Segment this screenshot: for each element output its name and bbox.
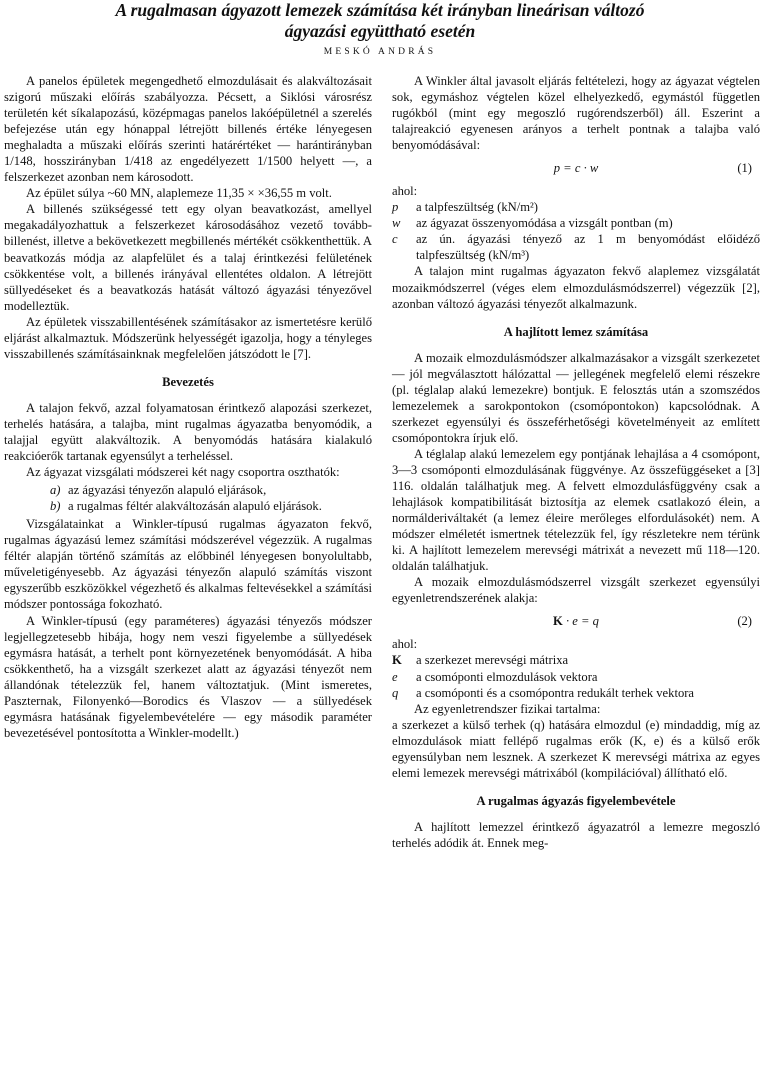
list-text: a rugalmas féltér alakváltozásán alapuló eljárások. (68, 499, 322, 514)
paragraph: A talajon fekvő, azzal folyamatosan érintkező alapozási szerkezet, terhelés hatására, a talajba, mint rugalmas ágyazatba benyomódik, a talajjal együtt alakváltozik. A benyomódás hatására kialakuló reakcióerők tartanak egyensúlyt a terheléssel. (4, 400, 372, 464)
symbol: p (392, 200, 399, 215)
paragraph: A Winkler által javasolt eljárás feltételezi, hogy az ágyazat végtelen sok, egymáshoz végtelen közel elhelyezkedő, egymástól független rugókból (mint egy megoszló rugórendszerből) áll. Eszerint a talajreakció egyenesen arányos a terhelt pontnak a talajba való benyomódásával: (392, 74, 760, 153)
symbol: q (392, 685, 399, 700)
paragraph: A billenés szükségessé tett egy olyan beavatkozást, amellyel megakadályozhattuk a felszerkezet károsodásához vezető tovább-billenést, illetve a bekövetkezett megbillenés mértékét csökkenthettük. A beavatkozás módja az alapfelület és a talaj érintkezési felületének csökkentése volt, a billenés irányával ellentétes oldalon. A létrejött süllyedéseket és a beavatkozás hatását változó ágyazási tényezővel modelleztük. (4, 202, 372, 313)
definition-c (392, 231, 760, 263)
paragraph: Az épületek visszabillentésének számításakor az ismertetésre kerülő eljárást alkalmaztuk. Módszerünk helyességét igazolja, hogy a tényleges visszabillenés számításainknak megfelelően játszódott le [7]. (4, 314, 372, 361)
article-title-line1: A rugalmasan ágyazott lemezek számítása két irányban lineárisan változó (115, 0, 645, 20)
right-column (392, 73, 760, 851)
list-marker: a) (50, 483, 61, 498)
equation-2 (392, 612, 760, 630)
definition-text: a talpfeszültség (kN/m²) (416, 200, 538, 215)
symbol: e (392, 669, 398, 684)
paragraph: A talajon mint rugalmas ágyazaton fekvő alaplemez vizsgálatát mozaikmódszerrel (véges elem elmozdulásmódszerrel) végezzük [2], azonban változó ágyazási tényezőt alkalmazunk. (392, 264, 760, 311)
author: MESKÓ ANDRÁS (323, 47, 437, 57)
list-text: az ágyazási tényezőn alapuló eljárások, (68, 483, 267, 498)
equation-number: (2) (737, 614, 752, 629)
equation-body: p = c · w (553, 161, 599, 176)
equation-body: · e = q (562, 614, 599, 629)
definition-K (392, 652, 760, 668)
list-marker: b) (50, 499, 61, 514)
equation-1 (392, 159, 760, 177)
symbol: w (392, 216, 401, 231)
paragraph: A téglalap alakú lemezelem egy pontjának lehajlása a 4 csomópont, 3—3 csomóponti elmozdulásának függvénye. Az összefüggéseket a [3] 116. oldalán találhatjuk meg. A felvett elmozdulásfüggvény csak a lehajlások kompatibilitását biztosítja az elemek csatlakozó élein, a normálderiváltakét (a lemez éleire merőleges elfordulásokét) nem. A módszer elméletét ismertnek tételezzük fel, így részletekre nem térünk ki. A hajlított lemezelem merevségi mátrixát a nevezett mű 118—120. oldalán találhatjuk. (392, 446, 760, 574)
section-heading-lemez: A hajlított lemez számítása (503, 324, 649, 339)
article-title-line2: ágyazási együttható esetén (284, 21, 476, 41)
definition-text: az ún. ágyazási tényező az 1 m benyomódást előidéző talpfeszültség (kN/m³) (416, 232, 760, 263)
definition-e (392, 669, 760, 685)
definition-text: az ágyazat összenyomódása a vizsgált pontban (m) (416, 216, 673, 231)
paragraph: Vizsgálatainkat a Winkler-típusú rugalmas ágyazaton fekvő, rugalmas ágyazású lemez számítási módszerével végezzük. A rugalmas féltér alapján történő számítás az előbbinél lényegesen bonyolultabb, műveletigényesebb. Az ágyazási tényezőn alapuló számítás viszont egyszerűbb eszközökkel végezhető és alkalmas feltevésekkel a számítási módszer pontossága fokozható. (4, 517, 372, 612)
equation-number: (1) (737, 161, 752, 176)
definition-text: a csomóponti elmozdulások vektora (416, 669, 598, 684)
title-block (0, 0, 760, 57)
paragraph: Az épület súlya ~60 MN, alaplemeze 11,35 × ×36,55 m volt. (26, 186, 332, 201)
paragraph: Az ágyazat vizsgálati módszerei két nagy csoportra oszthatók: (26, 465, 340, 480)
equation-matrix: K (553, 614, 563, 629)
where-label: ahol: (392, 637, 418, 652)
list-item-a (4, 482, 372, 498)
symbol: K (392, 653, 402, 668)
section-heading-bevezetes: Bevezetés (162, 374, 214, 389)
paragraph: a szerkezet a külső terhek (q) hatására elmozdul (e) mindaddig, míg az elmozdulások miatt fellépő rugalmas erők (K, e) és a külső erők egyensúlyban nem lesznek. A szerkezet K merevségi mátrixa az egyes elemi lemezek merevségi mátrixából (kompilációval) állítható elő. (392, 717, 760, 780)
section-heading-agyazas: A rugalmas ágyazás figyelembevétele (476, 793, 676, 808)
paragraph: Az egyenletrendszer fizikai tartalma: (414, 701, 601, 716)
where-label: ahol: (392, 184, 418, 199)
list-item-b (4, 498, 372, 514)
paragraph: A mozaik elmozdulásmódszerrel vizsgált szerkezet egyensúlyi egyenletrendszerének alakja: (392, 575, 760, 606)
paragraph: A panelos épületek megengedhető elmozdulásait és alakváltozásait szigorú műszaki előírás szabályozza. Pécsett, a Siklósi városrész területén két síkalapozású, középmagas panelos lakóépületnél a szerelés befejezése után egy hónappal létrejött billenés értéke lényegesen meghaladta a műszaki előírás szerinti határértéket — harántirányban 1/148, hosszirányban 1/418 az engedélyezett 1/1500 helyett —, a felszerkezet azonban nem károsodott. (4, 74, 372, 185)
definition-p (392, 199, 760, 215)
definition-text: a szerkezet merevségi mátrixa (416, 653, 569, 668)
definition-w (392, 215, 760, 231)
definition-text: a csomóponti és a csomópontra redukált terhek vektora (416, 685, 695, 700)
paragraph: A Winkler-típusú (egy paraméteres) ágyazási tényezős módszer legjellegzetesebb hibája, hogy nem veszi figyelembe a süllyedések egymásra hatását, a terhelt pont környezetének benyomódását. A hiba csökkenthető, ha a vizsgált szerkezet alatt az ágyazási tényezőt nem állandónak tételezzük fel, hanem változtatjuk. (Mint ismeretes, Paszternak, Filonyenkó—Borodics és Vlaszov — a süllyedések egymásra hatásának figyelembevételére — egy második paraméter bevezetésével pontosította a Winkler-modellt.) (4, 613, 372, 740)
definition-q (392, 685, 760, 701)
symbol: c (392, 232, 398, 247)
paragraph: A mozaik elmozdulásmódszer alkalmazásakor a vizsgált szerkezetet — jól megválasztott hálózattal — jellegének megfelelő elemi részekre (pl. téglalap alakú lemezekre) bontjuk. E felosztás után a szomszédos lemezelemek a sarokpontokon (csomópontokon) kapcsolódnak. A szerkezet egyensúlyi és összeférhetőségi követelményeit az említett csomópontokra írjuk elő. (392, 350, 760, 445)
paragraph: A hajlított lemezzel érintkező ágyazatról a lemezre megoszló terhelés adódik át. Ennek meg- (392, 819, 760, 850)
left-column (4, 73, 372, 741)
